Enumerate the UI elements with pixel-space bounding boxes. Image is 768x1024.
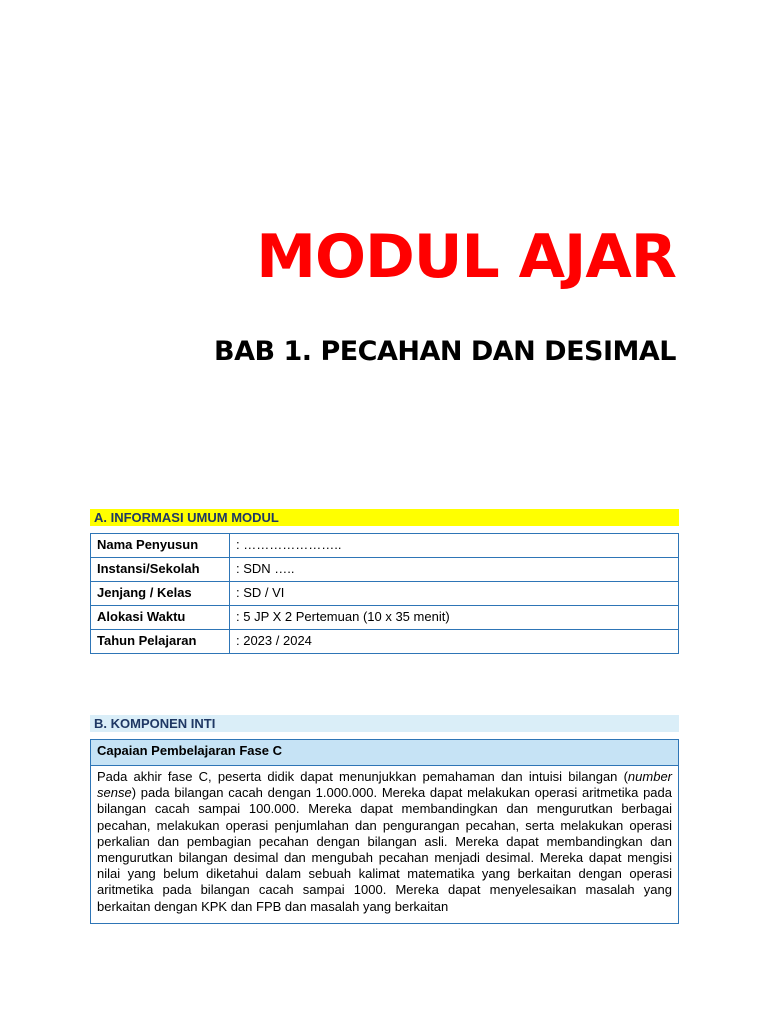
row-value: : SD / VI bbox=[230, 582, 679, 606]
row-label: Instansi/Sekolah bbox=[91, 558, 230, 582]
section-a-heading: A. INFORMASI UMUM MODUL bbox=[90, 509, 679, 526]
row-value: : 5 JP X 2 Pertemuan (10 x 35 menit) bbox=[230, 606, 679, 630]
table-row bbox=[91, 558, 679, 582]
row-label: Tahun Pelajaran bbox=[91, 630, 230, 654]
table-row bbox=[91, 534, 679, 558]
cp-text-part-2: ) pada bilangan cacah dengan 1.000.000. Mereka dapat melakukan operasi aritmetika pada bilangan cacah sampai 100.000. Mereka dapat membandingkan dan mengurutkan berbagai pecahan, melakukan operasi penjumlahan dan pengurangan pecahan, serta melakukan operasi perkalian dan pembagian pecahan dengan bilangan asli. Mereka dapat membandingkan dan mengurutkan bilangan desimal dan mengubah pecahan menjadi desimal. Mereka dapat mengisi nilai yang belum diketahui dalam sebuah kalimat matematika yang berkaitan dengan operasi aritmetika pada bilangan cacah sampai 1000. Mereka dapat menyelesaikan masalah yang berkaitan dengan KPK dan FPB dan masalah yang berkaitan bbox=[97, 785, 672, 914]
row-value: : 2023 / 2024 bbox=[230, 630, 679, 654]
cp-text-part-1: Pada akhir fase C, peserta didik dapat menunjukkan pemahaman dan intuisi bilangan ( bbox=[97, 769, 628, 784]
section-b-heading: B. KOMPONEN INTI bbox=[90, 715, 679, 732]
table-row bbox=[91, 606, 679, 630]
learning-outcome-title: Capaian Pembelajaran Fase C bbox=[91, 740, 678, 766]
row-label: Alokasi Waktu bbox=[91, 606, 230, 630]
row-value: : SDN ….. bbox=[230, 558, 679, 582]
learning-outcome-box bbox=[90, 739, 679, 924]
document-subtitle: BAB 1. PECAHAN DAN DESIMAL bbox=[214, 336, 676, 367]
table-row bbox=[91, 582, 679, 606]
general-info-table bbox=[90, 533, 679, 654]
document-title: MODUL AJAR bbox=[256, 222, 676, 292]
row-value: : ………………….. bbox=[230, 534, 679, 558]
row-label: Nama Penyusun bbox=[91, 534, 230, 558]
table-row bbox=[91, 630, 679, 654]
cp-text-italic: number sense bbox=[97, 769, 672, 801]
row-label: Jenjang / Kelas bbox=[91, 582, 230, 606]
learning-outcome-text bbox=[91, 766, 678, 915]
